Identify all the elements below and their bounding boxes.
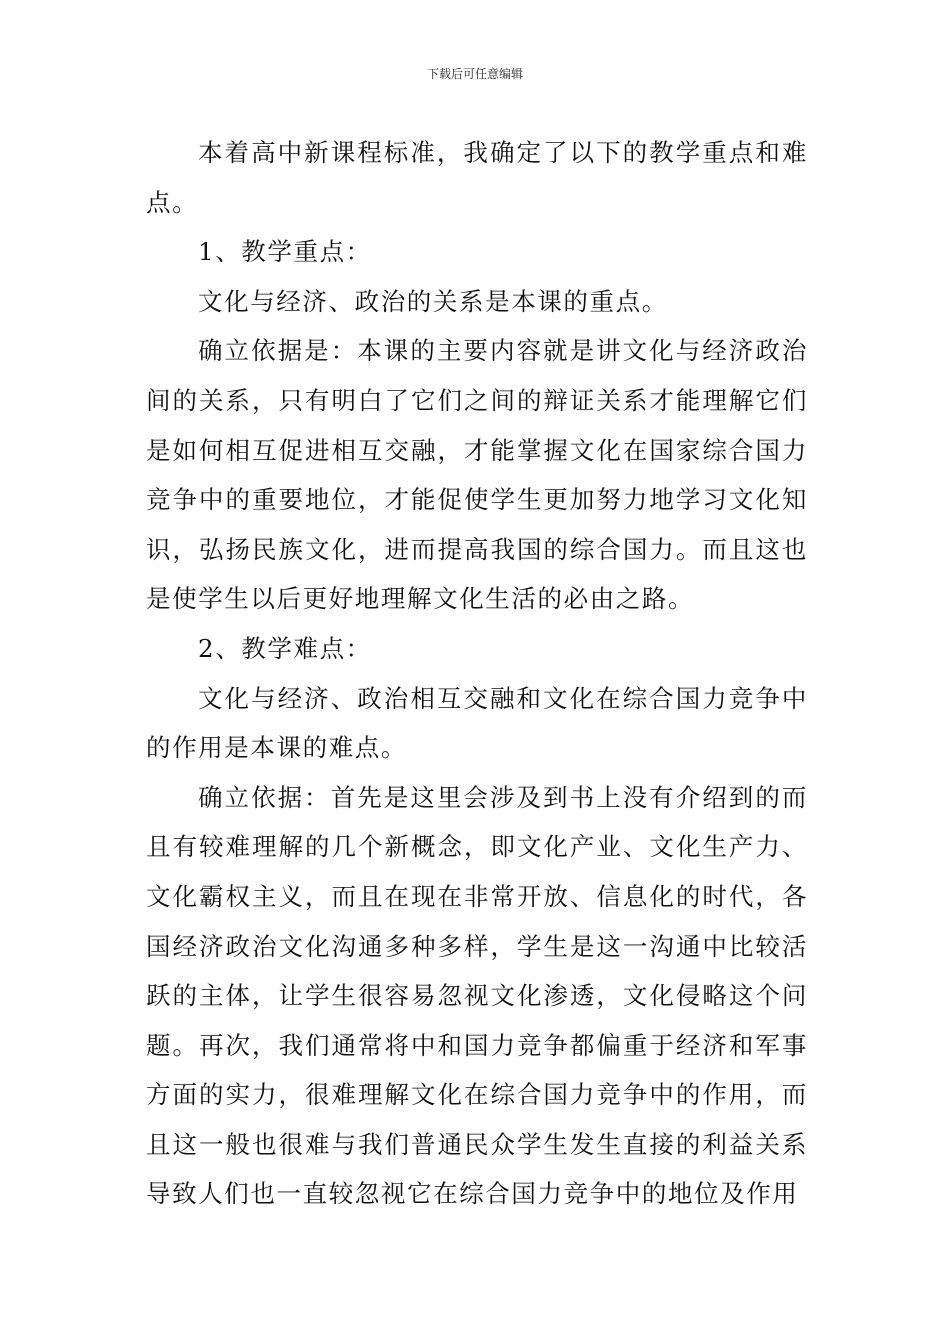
page-header: 下载后可任意编辑 — [426, 67, 523, 81]
paragraph-focus-basis: 确立依据是：本课的主要内容就是讲文化与经济政治间的关系，只有明白了它们之间的辩证关系才能理解它们是如何相互促进相互交融，才能掌握文化在国家综合国力竞争中的重要地位，才能促使学生更加努力地学习文化知识，弘扬民族文化，进而提高我国的综合国力。而且这也是使学生以后更好地理解文化生活的必由之路。 — [146, 336, 808, 614]
paragraph-focus-statement: 文化与经济、政治的关系是本课的重点。 — [198, 286, 668, 316]
document-body — [146, 128, 808, 1219]
heading-teaching-focus: 1、教学重点： — [198, 237, 372, 267]
paragraph-intro: 本着高中新课程标准，我确定了以下的教学重点和难点。 — [146, 138, 808, 217]
paragraph-difficulty-basis: 确立依据：首先是这里会涉及到书上没有介绍到的而且有较难理解的几个新概念，即文化产业、文化生产力、文化霸权主义，而且在现在非常开放、信息化的时代，各国经济政治文化沟通多种多样，学生是这一沟通中比较活跃的主体，让学生很容易忽视文化渗透，文化侵略这个问题。再次，我们通常将中和国力竞争都偏重于经济和军事方面的实力，很难理解文化在综合国力竞争中的作用，而且这一般也很难与我们普通民众学生发生直接的利益关系导致人们也一直较忽视它在综合国力竞争中的地位及作用 — [146, 782, 808, 1209]
heading-teaching-difficulty: 2、教学难点： — [198, 633, 372, 663]
paragraph-difficulty-statement: 文化与经济、政治相互交融和文化在综合国力竞争中的作用是本课的难点。 — [146, 683, 808, 763]
